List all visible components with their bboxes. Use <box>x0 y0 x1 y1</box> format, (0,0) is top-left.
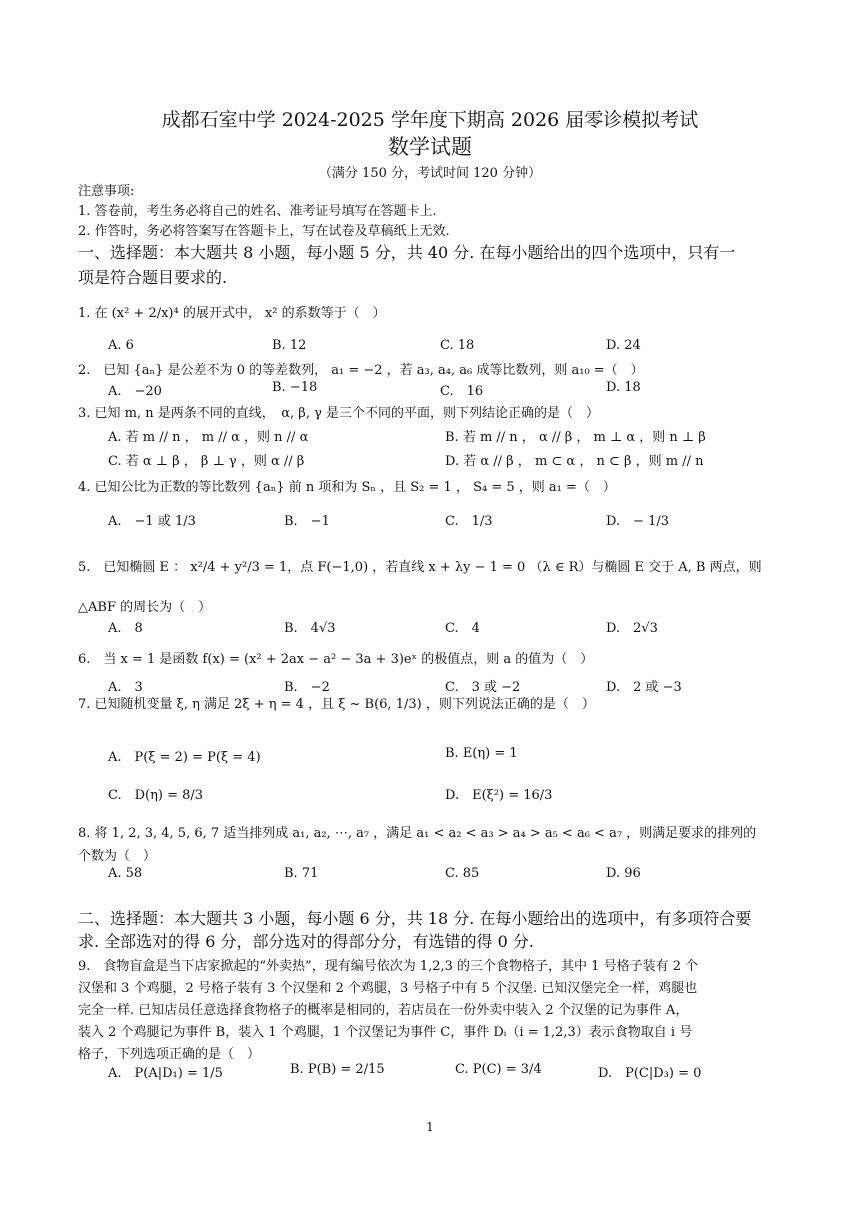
question-4-option-a: A. −1 或 1/3 <box>108 514 196 529</box>
question-9-stem-line: 完全一样. 已知店员任意选择食物格子的概率是相同的，若店员在一份外卖中装入 2 个汉堡的记为事件 A， <box>78 1003 689 1018</box>
question-2-option-d: D. 18 <box>606 380 641 395</box>
question-9-option-d: D. P(C|D₃) = 0 <box>598 1066 702 1081</box>
question-1-stem: 1. 在 (x² + 2/x)⁴ 的展开式中， x² 的系数等于（ ） <box>78 306 386 321</box>
question-9-stem-line: 装入 2 个鸡腿记为事件 B，装入 1 个鸡腿，1 个汉堡记为事件 C，事件 Dᵢ（i = 1,2,3）表示食物取自 i 号 <box>78 1025 693 1040</box>
question-8-option-b: B. 71 <box>284 866 319 881</box>
question-3-option-a: A. 若 m // n ， m // α ，则 n // α <box>108 430 309 445</box>
question-9-stem-line: 汉堡和 3 个鸡腿，2 号格子装有 3 个汉堡和 2 个鸡腿，3 号格子中有 5 个汉堡. 已知汉堡完全一样，鸡腿也 <box>78 981 698 996</box>
question-3-option-c: C. 若 α ⊥ β ， β ⊥ γ ，则 α // β <box>108 454 305 469</box>
question-7-option-b: B. E(η) = 1 <box>445 746 518 761</box>
notice-item: 1. 答卷前，考生务必将自己的姓名、准考证号填写在答题卡上. <box>78 204 437 219</box>
question-7-option-c: C. D(η) = 8/3 <box>108 788 204 803</box>
question-4-option-d: D. − 1/3 <box>606 514 670 529</box>
section-2-heading-cont: 求. 全部选对的得 6 分，部分选对的得部分分，有选错的得 0 分. <box>78 932 534 951</box>
question-8-option-d: D. 96 <box>606 866 641 881</box>
question-3-option-d: D. 若 α // β ， m ⊂ α ， n ⊂ β ，则 m // n <box>445 454 704 469</box>
question-5-stem-cont: △ABF 的周长为（ ） <box>78 600 212 615</box>
question-2-stem: 2. 已知 {aₙ} 是公差不为 0 的等差数列， a₁ = −2 ，若 a₃, a₄, a₆ 成等比数列，则 a₁₀ =（ ） <box>78 363 644 378</box>
exam-info: （满分 150 分，考试时间 120 分钟） <box>318 166 542 181</box>
question-1-option-c: C. 18 <box>440 338 475 353</box>
question-5-option-b: B. 4√3 <box>284 621 336 636</box>
question-2-option-c: C. 16 <box>440 384 484 399</box>
question-6-option-a: A. 3 <box>108 680 143 695</box>
notice-heading: 注意事项: <box>78 184 135 199</box>
question-1-option-a: A. 6 <box>108 338 134 353</box>
question-5-option-a: A. 8 <box>108 621 143 636</box>
question-7-option-d: D. E(ξ²) = 16/3 <box>445 788 553 803</box>
question-4-stem: 4. 已知公比为正数的等比数列 {aₙ} 前 n 项和为 Sₙ ，且 S₂ = 1 ， S₄ = 5 ，则 a₁ =（ ） <box>78 480 616 495</box>
question-3-option-b: B. 若 m // n ， α // β ， m ⊥ α ，则 n ⊥ β <box>445 430 706 445</box>
question-1-option-d: D. 24 <box>606 338 641 353</box>
question-8-stem: 8. 将 1, 2, 3, 4, 5, 6, 7 适当排列成 a₁, a₂, ⋯, a₇ ，满足 a₁ < a₂ < a₃ > a₄ > a₅ < a₆ < a₇ ，则满足要求的排列的 <box>78 826 757 841</box>
question-9-option-b: B. P(B) = 2/15 <box>290 1062 385 1077</box>
question-1-option-b: B. 12 <box>272 338 307 353</box>
question-9-option-c: C. P(C) = 3/4 <box>455 1062 542 1077</box>
question-7-stem: 7. 已知随机变量 ξ, η 满足 2ξ + η = 4 ，且 ξ ~ B(6, 1/3) ，则下列说法正确的是（ ） <box>78 697 595 712</box>
question-6-option-b: B. −2 <box>284 680 330 695</box>
question-2-option-b: B. −18 <box>272 380 318 395</box>
section-1-heading: 一、选择题：本大题共 8 小题，每小题 5 分，共 40 分. 在每小题给出的四个选项中，只有一 <box>78 243 736 262</box>
notice-item: 2. 作答时，务必将答案写在答题卡上，写在试卷及草稿纸上无效. <box>78 224 450 239</box>
question-2-option-a: A. −20 <box>108 384 162 399</box>
question-6-stem: 6. 当 x = 1 是函数 f(x) = (x² + 2ax − a² − 3a + 3)eˣ 的极值点，则 a 的值为（ ） <box>78 652 594 667</box>
question-7-option-a: A. P(ξ = 2) = P(ξ = 4) <box>108 750 261 765</box>
section-2-heading: 二、选择题：本大题共 3 小题，每小题 6 分，共 18 分. 在每小题给出的选项中，有多项符合要 <box>78 909 752 928</box>
question-9-stem-line: 格子，下列选项正确的是（ ） <box>78 1047 261 1062</box>
subject-title: 数学试题 <box>388 135 472 159</box>
exam-title: 成都石室中学 2024-2025 学年度下期高 2026 届零诊模拟考试 <box>161 109 699 131</box>
question-5-option-c: C. 4 <box>445 621 480 636</box>
question-5-option-d: D. 2√3 <box>606 621 658 636</box>
question-4-option-b: B. −1 <box>284 514 330 529</box>
question-6-option-d: D. 2 或 −3 <box>606 680 682 695</box>
question-3-stem: 3. 已知 m, n 是两条不同的直线， α, β, γ 是三个不同的平面，则下列结论正确的是（ ） <box>78 406 599 421</box>
question-6-option-c: C. 3 或 −2 <box>445 680 521 695</box>
section-1-heading-cont: 项是符合题目要求的. <box>78 268 228 287</box>
question-9-option-a: A. P(A|D₁) = 1/5 <box>108 1066 223 1081</box>
question-9-stem: 9. 食物盲盒是当下店家掀起的“外卖热”，现有编号依次为 1,2,3 的三个食物格子，其中 1 号格子装有 2 个 <box>78 959 699 974</box>
page-number: 1 <box>426 1120 434 1134</box>
question-8-stem-cont: 个数为（ ） <box>78 849 157 864</box>
question-4-option-c: C. 1/3 <box>445 514 493 529</box>
question-8-option-a: A. 58 <box>108 866 143 881</box>
question-8-option-c: C. 85 <box>445 866 480 881</box>
question-5-stem: 5. 已知椭圆 E ： x²/4 + y²/3 = 1，点 F(−1,0) ，若直线 x + λy − 1 = 0 （λ ∈ R）与椭圆 E 交于 A, B 两点，则 <box>78 560 762 575</box>
